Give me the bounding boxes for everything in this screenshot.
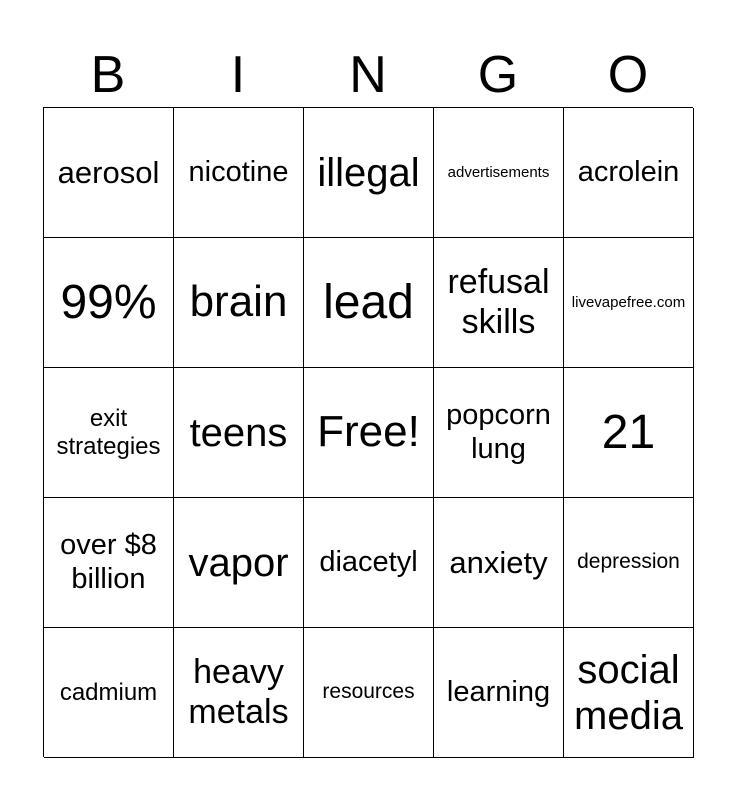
cell-text: advertisements xyxy=(447,163,550,181)
cell-text: aerosol xyxy=(57,154,160,190)
cell-text: refusal skills xyxy=(447,263,550,341)
header-letter-i: I xyxy=(230,46,246,104)
bingo-cell[interactable] xyxy=(44,628,174,758)
cell-text: 21 xyxy=(601,405,656,459)
cell-text: depression xyxy=(577,550,680,574)
cell-text: learning xyxy=(446,675,551,708)
bingo-header xyxy=(43,44,693,106)
cell-text: acrolein xyxy=(577,155,680,188)
header-letter-g: G xyxy=(477,46,519,104)
cell-text: nicotine xyxy=(188,155,289,188)
cell-text: resources xyxy=(322,680,415,704)
bingo-cell[interactable] xyxy=(564,368,694,498)
header-letter-n: N xyxy=(349,46,387,104)
header-letter-b: B xyxy=(90,46,126,104)
bingo-cell[interactable] xyxy=(174,628,304,758)
bingo-board xyxy=(43,107,693,757)
bingo-cell[interactable] xyxy=(304,108,434,238)
header-letter-o: O xyxy=(607,46,649,104)
cell-text: vapor xyxy=(188,540,289,585)
bingo-cell[interactable] xyxy=(434,238,564,368)
cell-text: anxiety xyxy=(449,544,548,580)
bingo-cell[interactable] xyxy=(304,238,434,368)
cell-text: social media xyxy=(574,647,683,738)
cell-text: 99% xyxy=(60,275,157,329)
bingo-cell[interactable] xyxy=(304,368,434,498)
cell-text: lead xyxy=(323,275,414,329)
bingo-cell[interactable] xyxy=(44,498,174,628)
cell-text: illegal xyxy=(317,150,420,195)
cell-text: Free! xyxy=(317,407,420,457)
bingo-cell[interactable] xyxy=(44,238,174,368)
bingo-cell[interactable] xyxy=(304,628,434,758)
bingo-cell[interactable] xyxy=(564,238,694,368)
bingo-cell[interactable] xyxy=(44,368,174,498)
cell-text: teens xyxy=(189,410,288,455)
bingo-cell[interactable] xyxy=(174,498,304,628)
bingo-cell[interactable] xyxy=(174,238,304,368)
cell-text: diacetyl xyxy=(319,545,418,578)
bingo-cell[interactable] xyxy=(434,628,564,758)
bingo-cell[interactable] xyxy=(564,498,694,628)
bingo-cell[interactable] xyxy=(434,368,564,498)
bingo-cell[interactable] xyxy=(44,108,174,238)
bingo-cell[interactable] xyxy=(434,498,564,628)
bingo-cell[interactable] xyxy=(434,108,564,238)
cell-text: brain xyxy=(189,277,288,327)
cell-text: over $8 billion xyxy=(60,529,157,595)
cell-text: heavy metals xyxy=(188,653,289,731)
cell-text: cadmium xyxy=(59,678,158,706)
bingo-cell[interactable] xyxy=(564,628,694,758)
bingo-cell[interactable] xyxy=(174,368,304,498)
bingo-cell[interactable] xyxy=(564,108,694,238)
cell-text: exit strategies xyxy=(56,404,161,460)
cell-text: livevapefree.com xyxy=(571,293,686,311)
bingo-cell[interactable] xyxy=(304,498,434,628)
cell-text: popcorn lung xyxy=(446,399,551,465)
bingo-cell[interactable] xyxy=(174,108,304,238)
